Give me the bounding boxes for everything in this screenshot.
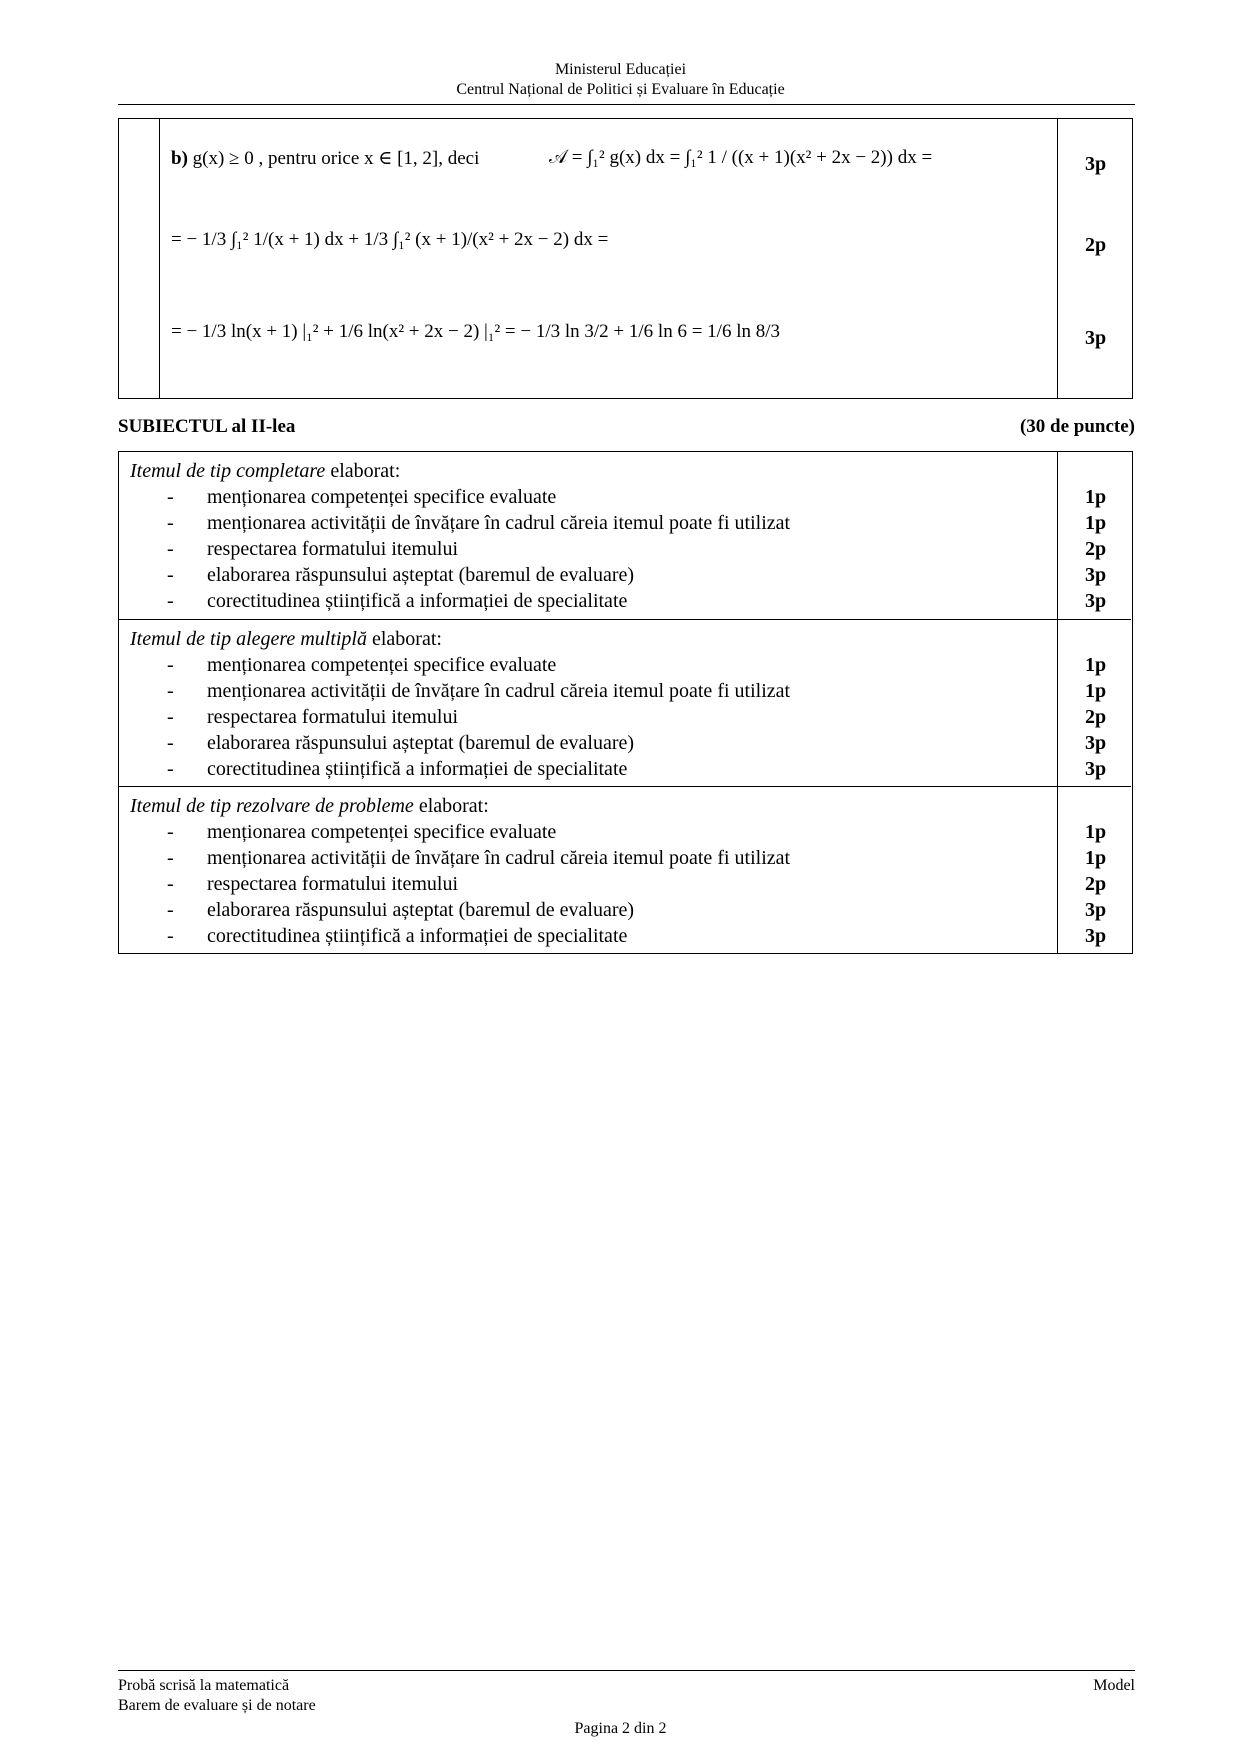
footer-model: Model <box>1093 1677 1135 1694</box>
part-b-row-3-points: 3p <box>1084 327 1107 349</box>
criterion-points: 1p <box>1084 654 1107 676</box>
criterion-points: 3p <box>1084 732 1107 754</box>
criterion-points: 3p <box>1084 899 1107 921</box>
criterion-item: - respectarea formatului itemului <box>167 706 459 728</box>
subject-title: SUBIECTUL al II-lea <box>118 416 296 437</box>
section-title: Itemul de tip rezolvare de probleme elaborat: <box>130 795 489 817</box>
criterion-item: - menționarea competenței specifice evaluate <box>167 654 557 676</box>
part-b-row-1-text: g(x) ≥ 0 , pentru orice x ∈ [1, 2], deci <box>192 148 480 169</box>
section-completare <box>119 452 1131 619</box>
part-b-row-1-points: 3p <box>1084 153 1107 175</box>
part-b-row-1 <box>171 147 479 170</box>
criterion-item: - menționarea activității de învățare în cadrul căreia itemul poate fi utilizat <box>167 680 791 702</box>
criterion-points: 1p <box>1084 680 1107 702</box>
part-b-row-2-points: 2p <box>1084 234 1107 256</box>
criterion-item: - elaborarea răspunsului așteptat (baremul de evaluare) <box>167 564 635 586</box>
criterion-points: 1p <box>1084 847 1107 869</box>
footer-rule <box>118 1670 1135 1671</box>
part-b-row-1-formula: 𝒜 = ∫₁² g(x) dx = ∫₁² 1 / ((x + 1)(x² + 2x − 2)) dx = <box>549 147 933 168</box>
criterion-points: 2p <box>1084 873 1107 895</box>
criterion-points: 3p <box>1084 925 1107 947</box>
criterion-points: 2p <box>1084 538 1107 560</box>
section-title: Itemul de tip alegere multiplă elaborat: <box>130 628 442 650</box>
part-b-label: b) <box>171 148 188 169</box>
footer-doc-type: Barem de evaluare și de notare <box>118 1697 316 1714</box>
criterion-item: - menționarea competenței specifice evaluate <box>167 486 557 508</box>
part-b-table <box>118 118 1133 399</box>
criterion-points: 1p <box>1084 512 1107 534</box>
part-b-row-3-formula: = − 1/3 ln(x + 1) |₁² + 1/6 ln(x² + 2x − 2) |₁² = − 1/3 ln 3/2 + 1/6 ln 6 = 1/6 ln 8/3 <box>171 321 781 342</box>
criterion-item: - respectarea formatului itemului <box>167 538 459 560</box>
table-gutter-line <box>159 119 160 398</box>
section-rezolvare-probleme <box>119 786 1131 954</box>
criterion-item: - menționarea competenței specifice evaluate <box>167 821 557 843</box>
section-title: Itemul de tip completare elaborat: <box>130 460 401 482</box>
document-header <box>0 60 1241 100</box>
criterion-item: - menționarea activității de învățare în cadrul căreia itemul poate fi utilizat <box>167 512 791 534</box>
criterion-points: 1p <box>1084 486 1107 508</box>
criterion-points: 1p <box>1084 821 1107 843</box>
criterion-item: - corectitudinea științifică a informației de specialitate <box>167 758 628 780</box>
subject-points: (30 de puncte) <box>1019 416 1135 437</box>
subject-heading <box>118 416 1135 438</box>
criterion-points: 3p <box>1084 564 1107 586</box>
criterion-item: - menționarea activității de învățare în cadrul căreia itemul poate fi utilizat <box>167 847 791 869</box>
footer-left <box>118 1676 316 1716</box>
page-number: Pagina 2 din 2 <box>574 1720 667 1737</box>
header-rule <box>118 104 1135 105</box>
criterion-item: - respectarea formatului itemului <box>167 873 459 895</box>
criterion-item: - elaborarea răspunsului așteptat (baremul de evaluare) <box>167 732 635 754</box>
criterion-item: - corectitudinea științifică a informației de specialitate <box>167 590 628 612</box>
criterion-points: 2p <box>1084 706 1107 728</box>
criterion-item: - elaborarea răspunsului așteptat (baremul de evaluare) <box>167 899 635 921</box>
criterion-points: 3p <box>1084 758 1107 780</box>
criterion-points: 3p <box>1084 590 1107 612</box>
header-ministry: Ministerul Educației <box>554 61 687 78</box>
part-b-row-2-formula: = − 1/3 ∫₁² 1/(x + 1) dx + 1/3 ∫₁² (x + 1)/(x² + 2x − 2) dx = <box>171 229 609 250</box>
header-center: Centrul Național de Politici și Evaluare în Educație <box>456 81 785 98</box>
section-alegere-multipla <box>119 619 1131 787</box>
footer-exam-name: Probă scrisă la matematică <box>118 1677 290 1694</box>
subject-ii-table <box>118 451 1133 954</box>
criterion-item: - corectitudinea științifică a informației de specialitate <box>167 925 628 947</box>
